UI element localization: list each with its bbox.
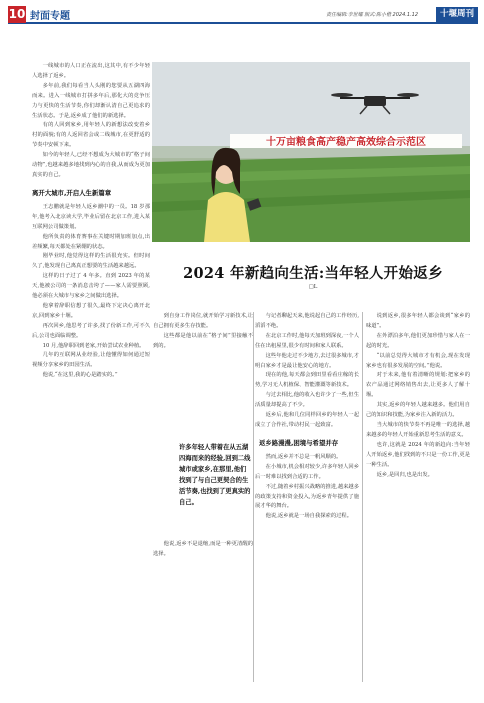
paragraph: 这些都是他以前在“格子间”里接触不到的。 — [153, 332, 253, 349]
subheading-1: 离开大城市,开启人生新篇章 — [32, 188, 112, 197]
col3-paragraphs — [255, 312, 359, 431]
article-column-3 — [255, 312, 359, 682]
col4-paragraphs — [366, 312, 470, 480]
paragraph: 这些年他走过不少地方,去过很多城市,才明白家乡才是最让他安心的地方。 — [255, 352, 359, 369]
paragraph: 与过去相比,他的收入也许少了一些,但生活质量却提高了不少。 — [255, 392, 359, 409]
pull-quote: 许多年轻人带着在从五湖四海而来的经验,回到二线城市或家乡,在那里,他们找到了与自己更契合的生活节奏,也找到了更真实的自己。 — [179, 444, 251, 506]
paragraph: 多年前,我们每看当人头刚的您要从五湖四海而来。进入一线城市打拼多年后,那化大的竞争压力与更快的生活节奏,你们却渐认清自己更追求的生活状态。于是,返乡成了他们的新选择。 — [32, 82, 150, 119]
paragraph: 再次回乡,他思考了许多,找了份新工作,可不久后,公司也面临调整。 — [32, 322, 150, 339]
paragraph: 现在的他,每天都会到田里看看庄稼的长势,学习无人机植保、智能灌溉等新技术。 — [255, 372, 359, 389]
paragraph: 到自身工作岗位,就开始学习新技术,让自己拥有更多生存技能。 — [153, 313, 253, 329]
paragraph: 其实,返乡的年轻人越来越多。他们用自己的知识和技能,为家乡注入新的活力。 — [366, 402, 470, 419]
article-headline: 2024 年新趋向生活:当年轻人开始返乡 — [183, 265, 443, 282]
col2-top-paragraphs — [153, 312, 253, 438]
photo-banner-text: 十万亩粮食高产稳产高效综合示范区 — [266, 137, 426, 148]
paragraph: 王志鹏就是年轻人返乡潮中的一员。18 岁那年,他考入北京读大学,毕业后留在北京工作,进入某互联网公司做策划。 — [32, 203, 150, 230]
masthead — [8, 6, 478, 24]
editor-credits: 责任编辑:李世耀 版式:陈小楷 2024.1.12 — [326, 12, 418, 18]
paragraph: 在北京工作时,他每天加班到深夜,一个人住在出租屋里,很少有时间和家人联系。 — [255, 332, 359, 349]
paragraph: 有的人回到家乡,用年轻人的新想法改变着乡村的面貌;有的人返回省会或二线城市,在更舒适的节奏中安顿下来。 — [32, 122, 150, 149]
paragraph: 对于未来,他有着清晰的规划:把家乡的农产品通过网络销售出去,让更多人了解十堰。 — [366, 372, 470, 399]
article-column-1 — [32, 62, 150, 682]
paragraph: 他拿着辞职信想了很久,最终下定决心离开北京,回到家乡十堰。 — [32, 302, 150, 319]
paragraph: 如今的年轻人,已经不想成为大城市的“格子间动物”,也越来越多地找到内心的自我,从而成为更加真实的自己。 — [32, 152, 150, 178]
paragraph: 然而,返乡并不总是一帆风顺的。 — [265, 453, 342, 460]
subheading-2: 返乡路漫漫,困境与希望并存 — [259, 438, 339, 447]
col3b-paragraphs — [255, 453, 359, 522]
paragraph: 这样的日子过了 4 年多。直到 2023 年的某天,他被公司的一条消息击垮了——家人需要照顾,他必须在大城市与家乡之间做出选择。 — [32, 273, 150, 300]
col1b-paragraphs — [32, 203, 150, 381]
article-column-2 — [153, 312, 253, 682]
col1-paragraphs — [32, 62, 150, 181]
paragraph: 也许,这就是 2024 年的新趋向:当年轻人开始返乡,他们找到的不只是一份工作,更是一种生活。 — [366, 441, 470, 468]
photo-illustration — [152, 62, 470, 242]
newspaper-name: 十堰周刊 — [436, 7, 478, 22]
paragraph: 返乡,是回归,也是出发。 — [376, 471, 433, 478]
section-title: 封面专题 — [30, 11, 70, 22]
paragraph: “以前总觉得大城市才有机会,现在发现家乡也有很多发展的空间。”他说。 — [366, 352, 470, 369]
paragraph: 在小城市,机会相对较少,许多年轻人回乡后一时难以找到合适的工作。 — [255, 463, 359, 480]
paragraph: 说到返乡,很多年轻人都会谈到“家乡的味道”。 — [366, 313, 470, 329]
paragraph: 与记者聊起天来,他说起自己的工作经历,滔滔不绝。 — [255, 313, 359, 329]
paragraph: 返乡后,他和几位同样回乡的年轻人一起成立了合作社,带动村民一起致富。 — [255, 412, 359, 428]
page-number: 10 — [8, 7, 26, 21]
paragraph: 他说,“在这里,我的心是踏实的。” — [42, 372, 118, 379]
paragraph: 几年的互联网从业经验,让他懂得如何通过短视频分享家乡的田园生活。 — [32, 352, 150, 369]
article-column-4 — [366, 312, 470, 682]
paragraph: 一线城市的人口正在流出,这其中,有不少年轻人选择了返乡。 — [32, 63, 150, 79]
paragraph: 当大城市的快节奏不再是唯一的选择,越来越多的年轻人开始重新思考生活的意义。 — [366, 421, 470, 438]
article-byline: □L — [308, 284, 318, 290]
paragraph: 他所负责的体育赛事在关键时期加班加点,出差频繁,每天都处在紧绷的状态。 — [32, 233, 150, 250]
paragraph: 在外漂泊多年,他们更加珍惜与家人在一起的时光。 — [366, 332, 470, 349]
paragraph: 不过,随着乡村振兴战略的推进,越来越多的政策支持和资金投入,为返乡青年提供了施展才华的舞台。 — [255, 483, 359, 510]
paragraph: 10 月,他辞职回到老家,开始尝试农业种植。 — [42, 342, 145, 349]
paragraph: 他说,返乡不是退缩,而是一种更清醒的选择。 — [153, 541, 253, 557]
paragraph: 他说,返乡就是一场自我探索的过程。 — [265, 513, 353, 520]
paragraph: 刚毕业时,他觉得这样的生活很充实。但时间久了,他发现自己离真正想要的生活越来越远。 — [32, 253, 150, 270]
column-divider — [253, 312, 254, 682]
column-divider — [362, 312, 363, 682]
feature-photo — [152, 62, 470, 242]
col2-bottom-paragraphs — [153, 540, 253, 666]
